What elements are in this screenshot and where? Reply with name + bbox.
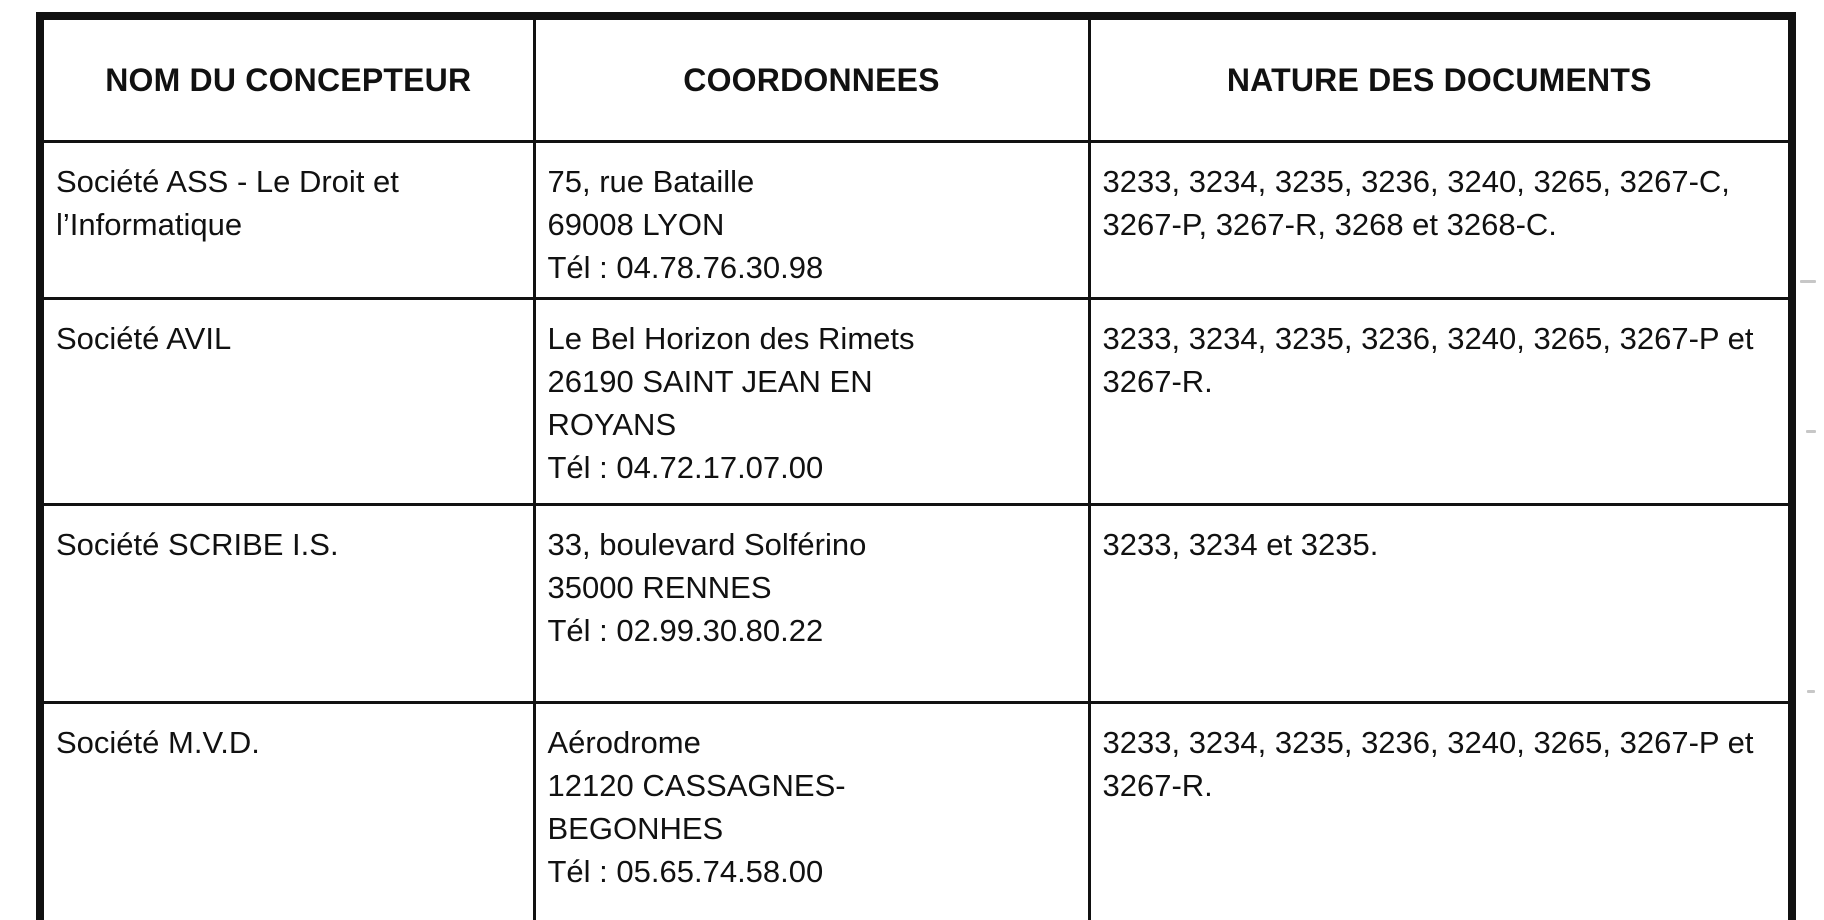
documents-list: 3233, 3234, 3235, 3236, 3240, 3265, 3267-C, 3267-P, 3267-R, 3268 et 3268-C. — [1102, 164, 1730, 242]
postal-city-line: 26190 SAINT JEAN EN — [547, 364, 873, 399]
documents-list: 3233, 3234, 3235, 3236, 3240, 3265, 3267-P et 3267-R. — [1102, 725, 1754, 803]
scan-edge-mark — [1807, 690, 1815, 693]
header-row — [40, 16, 1792, 142]
header-nom-du-concepteur: NOM DU CONCEPTEUR — [40, 16, 534, 142]
postal-city-line: 69008 LYON — [547, 207, 725, 242]
documents-cell — [1089, 703, 1792, 920]
scan-edge-mark — [1800, 280, 1816, 283]
table-body — [40, 142, 1792, 920]
concepteur-line: Société ASS - Le Droit et — [56, 164, 399, 199]
documents-list: 3233, 3234, 3235, 3236, 3240, 3265, 3267-P et 3267-R. — [1102, 321, 1754, 399]
documents-cell — [1089, 299, 1792, 505]
concepteur-line: Société AVIL — [56, 321, 232, 356]
address-line: 33, boulevard Solférino — [547, 527, 867, 562]
documents-cell — [1089, 505, 1792, 703]
city-continuation-line: BEGONHES — [547, 811, 724, 846]
address-line: 75, rue Bataille — [547, 164, 755, 199]
documents-list: 3233, 3234 et 3235. — [1102, 527, 1379, 562]
software-designers-table — [36, 12, 1796, 920]
concepteur-cell — [40, 142, 534, 299]
coordonnees-cell — [534, 703, 1089, 920]
header-coordonnees: COORDONNEES — [534, 16, 1089, 142]
city-continuation-line: ROYANS — [547, 407, 677, 442]
address-line: Le Bel Horizon des Rimets — [547, 321, 915, 356]
table-row — [40, 142, 1792, 299]
concepteur-cell — [40, 299, 534, 505]
table-row — [40, 299, 1792, 505]
address-line: Aérodrome — [547, 725, 701, 760]
phone-line: Tél : 04.72.17.07.00 — [547, 450, 824, 485]
documents-cell — [1089, 142, 1792, 299]
postal-city-line: 12120 CASSAGNES- — [547, 768, 846, 803]
coordonnees-cell — [534, 505, 1089, 703]
table-row — [40, 505, 1792, 703]
concepteur-line: Société SCRIBE I.S. — [56, 527, 339, 562]
concepteur-line: l’Informatique — [56, 207, 243, 242]
phone-line: Tél : 04.78.76.30.98 — [547, 250, 824, 285]
coordonnees-cell — [534, 299, 1089, 505]
header-nature-des-documents: NATURE DES DOCUMENTS — [1089, 16, 1792, 142]
postal-city-line: 35000 RENNES — [547, 570, 772, 605]
scan-edge-mark — [1806, 430, 1816, 433]
phone-line: Tél : 02.99.30.80.22 — [547, 613, 824, 648]
table-row — [40, 703, 1792, 920]
coordonnees-cell — [534, 142, 1089, 299]
concepteur-cell — [40, 703, 534, 920]
table-header — [40, 16, 1792, 142]
phone-line: Tél : 05.65.74.58.00 — [547, 854, 824, 889]
concepteur-cell — [40, 505, 534, 703]
concepteur-line: Société M.V.D. — [56, 725, 260, 760]
